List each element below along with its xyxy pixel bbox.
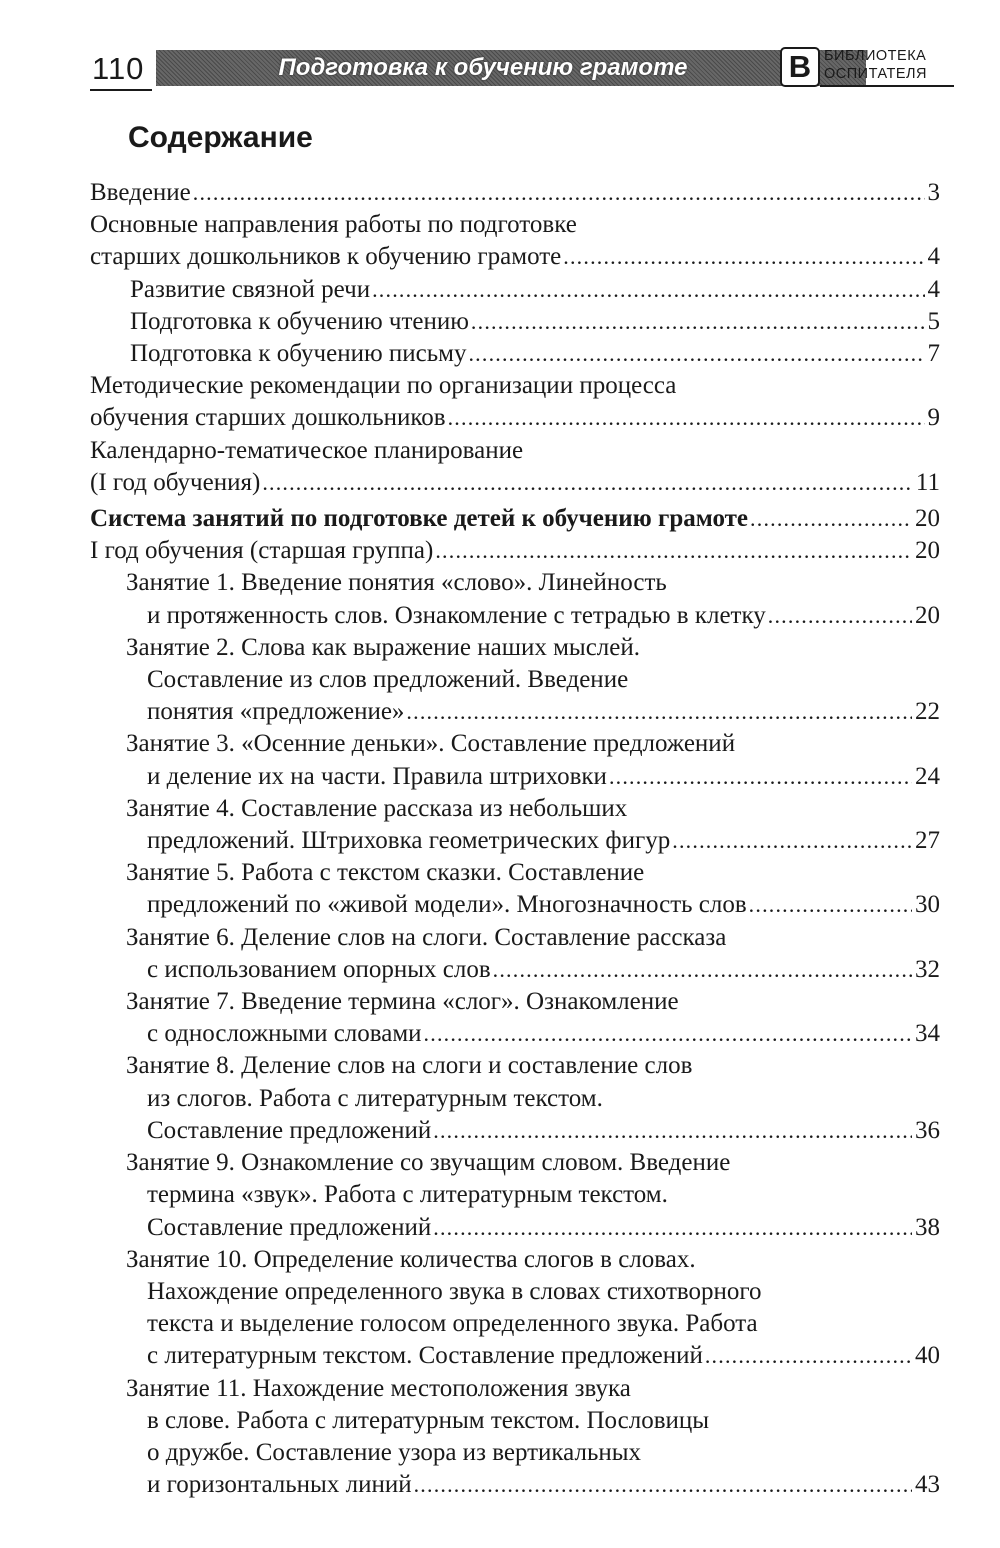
page-header	[90, 44, 952, 94]
toc-entry-text: о дружбе. Составление узора из вертикальных	[147, 1438, 642, 1466]
toc-entry-text: Занятие 1. Введение понятия «слово». Линейность	[126, 569, 667, 597]
toc-page-number: 7	[927, 340, 940, 368]
toc-leader-dots	[493, 954, 912, 986]
toc-entry-text: обучения старших дошкольников	[90, 404, 446, 432]
toc-leader-dots	[609, 761, 912, 793]
toc-page-number: 3	[927, 179, 940, 206]
toc-leader-dots	[471, 306, 925, 338]
toc-entry-text: из слогов. Работа с литературным текстом.	[147, 1084, 603, 1112]
toc-entry-text: Занятие 7. Введение термина «слог». Ознакомление	[126, 988, 679, 1016]
toc-entry[interactable]	[90, 535, 940, 567]
running-title: Подготовка к обучению грамоте	[278, 54, 688, 81]
toc-leader-dots	[768, 600, 912, 632]
toc-page-number: 43	[915, 1471, 940, 1499]
toc-entry[interactable]	[90, 1050, 940, 1147]
toc-entry-text: Занятие 3. «Осенние деньки». Составление предложений	[126, 730, 736, 758]
toc-entry-text: предложений по «живой модели». Многозначность слов	[147, 891, 747, 919]
toc-entry-text: Занятие 2. Слова как выражение наших мыслей.	[126, 633, 640, 661]
toc-entry[interactable]	[90, 338, 940, 370]
toc-leader-dots	[433, 1212, 912, 1244]
toc-entry[interactable]	[90, 1373, 940, 1502]
toc-entry[interactable]	[90, 306, 940, 338]
toc-entry-text: и деление их на части. Правила штриховки	[147, 762, 607, 790]
toc-leader-dots	[262, 467, 913, 499]
toc-leader-dots	[433, 1115, 912, 1147]
toc-entry[interactable]	[90, 209, 940, 273]
toc-entry-text: (I год обучения)	[90, 468, 261, 496]
toc-page-number: 5	[927, 307, 940, 335]
toc-page-number: 27	[915, 827, 940, 855]
series-logo-underline	[820, 85, 954, 87]
toc-entry-text: Занятие 9. Ознакомление со звучащим словом. Введение	[126, 1149, 731, 1177]
toc-entry[interactable]	[90, 632, 940, 729]
toc-page-number: 4	[927, 243, 940, 271]
series-logo-line-2: ОСПИТАТЕЛЯ	[824, 66, 928, 82]
toc-leader-dots	[750, 503, 912, 535]
toc-entry-text: Подготовка к обучению письму	[130, 340, 467, 368]
running-title-bar	[156, 50, 866, 86]
toc-entry[interactable]	[90, 1244, 940, 1373]
toc-entry-text: старших дошкольников к обучению грамоте	[90, 243, 562, 271]
toc-page-number: 30	[915, 891, 940, 919]
toc-page-number: 9	[927, 404, 940, 432]
toc-entry-text: Занятие 5. Работа с текстом сказки. Составление	[126, 859, 645, 887]
toc-entry[interactable]	[90, 435, 940, 499]
toc-entry-text: и горизонтальных линий	[147, 1471, 412, 1499]
toc-entry-text: Основные направления работы по подготовке	[90, 211, 577, 239]
toc-entry-text: понятия «предложение»	[147, 698, 405, 726]
toc-entry-text: текста и выделение голосом определенного звука. Работа	[147, 1310, 758, 1338]
toc-section-entry[interactable]	[90, 503, 940, 535]
toc-leader-dots	[193, 177, 925, 209]
toc-page-number: 4	[927, 275, 940, 303]
toc-leader-dots	[563, 241, 924, 273]
toc-entry-text: Занятие 10. Определение количества слогов в словах.	[126, 1245, 696, 1273]
toc-page-number: 34	[915, 1020, 940, 1048]
toc-page-number: 22	[915, 698, 940, 726]
toc-entry-text: Занятие 11. Нахождение местоположения звука	[126, 1374, 631, 1402]
toc-heading: Содержание	[128, 121, 313, 154]
toc-page-number: 40	[915, 1342, 940, 1370]
page-number: 110	[92, 51, 145, 86]
toc-page-number: 20	[915, 537, 940, 565]
toc-leader-dots	[468, 338, 924, 370]
toc-entry-text: Занятие 4. Составление рассказа из небольших	[126, 794, 628, 822]
toc-entry-text: и протяженность слов. Ознакомление с тетрадью в клетку	[147, 601, 766, 629]
page-number-rule	[90, 89, 152, 91]
toc-entry-text: Составление предложений	[147, 1116, 432, 1144]
series-logo	[780, 44, 954, 92]
toc-entry[interactable]	[90, 370, 940, 434]
toc-entry-text: Развитие связной речи	[130, 275, 371, 303]
toc-entry-text: I год обучения (старшая группа)	[90, 537, 434, 565]
toc-page-number: 36	[915, 1116, 940, 1144]
series-logo-line-1: БИБЛИОТЕКА	[824, 48, 927, 64]
toc-page-number: 11	[915, 468, 940, 496]
toc-entry-text: термина «звук». Работа с литературным текстом.	[147, 1181, 668, 1209]
toc-entry-text: с литературным текстом. Составление предложений	[147, 1342, 703, 1370]
toc-leader-dots	[414, 1469, 912, 1501]
toc-entry[interactable]	[90, 177, 940, 209]
toc-page-number: 20	[915, 505, 940, 533]
toc-entry-text: Система занятий по подготовке детей к обучению грамоте	[90, 505, 749, 533]
toc-entry[interactable]	[90, 793, 940, 857]
toc-entry[interactable]	[90, 986, 940, 1050]
toc-leader-dots	[435, 535, 912, 567]
toc-entry[interactable]	[90, 1147, 940, 1244]
toc-entry-text: Календарно-тематическое планирование	[90, 436, 524, 464]
toc-leader-dots	[749, 889, 912, 921]
toc-leader-dots	[424, 1018, 912, 1050]
toc-entry-text: в слове. Работа с литературным текстом. Пословицы	[147, 1406, 710, 1434]
toc-entry[interactable]	[90, 728, 940, 792]
toc-entry-text: с односложными словами	[147, 1020, 422, 1048]
toc-page-number: 24	[915, 762, 940, 790]
toc-leader-dots	[448, 402, 925, 434]
toc-entry[interactable]	[90, 857, 940, 921]
toc-leader-dots	[406, 696, 912, 728]
series-logo-letter: В	[780, 47, 820, 87]
toc-entry-text: Занятие 8. Деление слов на слоги и составление слов	[126, 1052, 693, 1080]
toc-entry-text: Занятие 6. Деление слов на слоги. Составление рассказа	[126, 923, 727, 951]
toc-entry-text: Нахождение определенного звука в словах стихотворного	[147, 1277, 762, 1305]
toc-page-number: 38	[915, 1213, 940, 1241]
toc-page-number: 32	[915, 955, 940, 983]
toc-leader-dots	[372, 274, 924, 306]
toc-entry[interactable]	[90, 274, 940, 306]
toc-page-number: 20	[915, 601, 940, 629]
toc-leader-dots	[672, 825, 912, 857]
toc-leader-dots	[705, 1340, 912, 1372]
toc-entry-text: с использованием опорных слов	[147, 955, 491, 983]
toc-entry-text: Подготовка к обучению чтению	[130, 307, 469, 335]
toc-entry[interactable]	[90, 567, 940, 631]
toc-entry-text: Введение	[90, 179, 191, 206]
toc-entry-text: Методические рекомендации по организации процесса	[90, 372, 677, 400]
toc-entry-text: Составление предложений	[147, 1213, 432, 1241]
toc-entry[interactable]	[90, 922, 940, 986]
table-of-contents	[90, 177, 940, 1501]
toc-entry-text: Составление из слов предложений. Введение	[147, 666, 629, 694]
toc-entry-text: предложений. Штриховка геометрических фигур	[147, 827, 671, 855]
